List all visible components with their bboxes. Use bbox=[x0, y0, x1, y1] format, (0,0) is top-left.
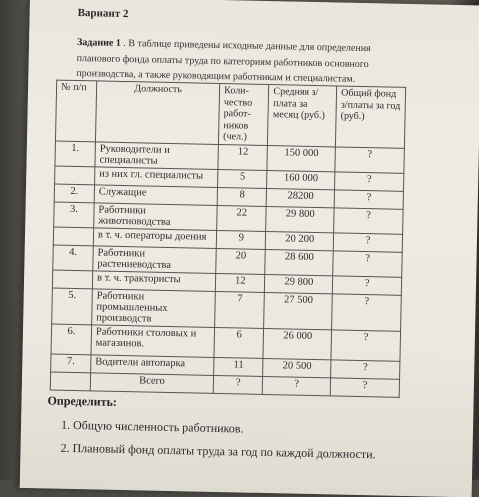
table-cell: 4. bbox=[53, 245, 93, 271]
table-cell: 2. bbox=[54, 184, 94, 203]
define-heading: Определить: bbox=[47, 393, 118, 409]
task-label: Задание 1 bbox=[76, 36, 121, 49]
table-cell: 20 bbox=[216, 248, 266, 274]
table-cell: ? bbox=[333, 250, 402, 276]
table-cell: ? bbox=[331, 329, 401, 360]
table-cell: в т. ч. операторы доения bbox=[93, 227, 217, 248]
table-cell: 29 800 bbox=[266, 206, 334, 232]
table-cell: 3. bbox=[54, 202, 94, 228]
table-cell: Служащие bbox=[94, 184, 218, 205]
list-item: 2. Плановый фонд оплаты труда за год по каждой должности. bbox=[60, 440, 376, 462]
table-cell bbox=[55, 166, 95, 185]
table-cell: ? bbox=[334, 189, 403, 208]
col-header: № п/п bbox=[55, 80, 96, 141]
table-cell: 20 500 bbox=[263, 358, 331, 377]
table-cell: Руководители и специалисты bbox=[95, 141, 219, 169]
table-cell: ? bbox=[333, 232, 402, 251]
table-cell: 5. bbox=[52, 288, 93, 325]
variant-heading: Вариант 2 bbox=[77, 7, 129, 21]
col-header: Общий фонд з/платы за год (руб.) bbox=[336, 86, 406, 148]
table-cell: 160 000 bbox=[267, 170, 335, 189]
table-cell: ? bbox=[332, 293, 402, 330]
table-cell bbox=[52, 270, 92, 289]
table-cell: 27 500 bbox=[264, 292, 332, 329]
table-cell: 5 bbox=[218, 169, 268, 188]
table-cell: 22 bbox=[217, 205, 267, 231]
table-cell: 12 bbox=[216, 273, 266, 292]
table-cell: Работники животноводства bbox=[94, 202, 218, 230]
table-cell: 1. bbox=[55, 141, 95, 167]
paper-sheet bbox=[20, 0, 479, 497]
table-cell: 150 000 bbox=[267, 145, 335, 171]
table-cell: 8 bbox=[217, 187, 267, 206]
table-cell: ? bbox=[331, 359, 400, 378]
table-cell: 6. bbox=[51, 324, 92, 355]
col-header: Должность bbox=[95, 81, 219, 144]
table-cell: в т. ч. трактористы bbox=[92, 270, 216, 291]
table-cell: Работники промышленных производств bbox=[92, 288, 216, 327]
table-cell: ? bbox=[334, 207, 403, 233]
table-cell: 26 000 bbox=[263, 328, 331, 359]
table-cell: ? bbox=[330, 377, 399, 396]
table-cell: Всего bbox=[90, 372, 214, 393]
table-cell: 11 bbox=[214, 357, 264, 376]
table-cell: 6 bbox=[214, 327, 264, 358]
table-cell: 7 bbox=[215, 291, 265, 328]
table-cell: ? bbox=[263, 376, 331, 395]
table-cell: Работники растениеводства bbox=[93, 245, 217, 273]
table-cell: 7. bbox=[51, 354, 91, 373]
table-cell: ? bbox=[213, 375, 263, 394]
col-header: Коли-чество работ-ников (чел.) bbox=[219, 83, 270, 145]
table-cell: 20 200 bbox=[266, 231, 334, 250]
list-item: 1. Общую численность работников. bbox=[60, 417, 244, 436]
table-cell: ? bbox=[335, 146, 404, 172]
table-cell bbox=[50, 372, 90, 391]
table-cell: 9 bbox=[216, 230, 266, 249]
col-header: Средняя з/плата за месяц (руб.) bbox=[268, 85, 337, 147]
table-cell: 28200 bbox=[267, 188, 335, 207]
table-cell: ? bbox=[332, 275, 401, 294]
table-cell: 12 bbox=[218, 144, 268, 170]
table-cell: ? bbox=[335, 171, 404, 190]
table-cell bbox=[53, 227, 93, 246]
table-header-row bbox=[55, 80, 405, 148]
task-body: . В таблице приведены исходные данные для определения планового фонда оплаты труда по категориям работников основного производства, а также руководящим работникам и специалистам. bbox=[76, 37, 371, 85]
table-cell: Водители автопарка bbox=[91, 354, 215, 375]
table-cell: из них гл. специалисты bbox=[95, 166, 219, 187]
table-cell: 29 800 bbox=[265, 274, 333, 293]
data-table bbox=[50, 80, 406, 398]
table-cell: 28 600 bbox=[265, 249, 333, 275]
table-cell: Работники столовых и магазинов. bbox=[91, 324, 215, 357]
